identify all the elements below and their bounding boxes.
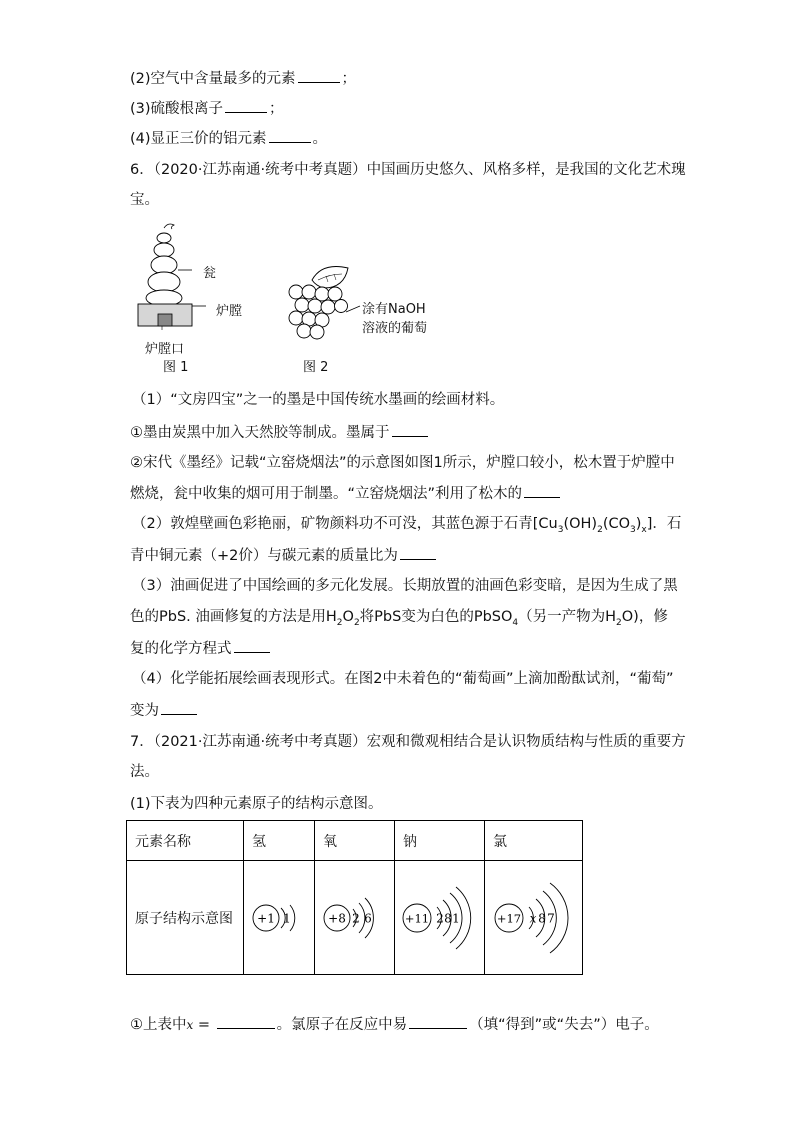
q5-item-4: (4)显正三价的铝元素 。: [130, 128, 327, 149]
answer-blank[interactable]: [161, 700, 197, 715]
atom-cell: [485, 861, 583, 975]
q6-part1: （1）“文房四宝”之一的墨是中国传统水墨画的绘画材料。: [132, 392, 505, 408]
q6-heading-cont: 宝。: [130, 192, 159, 208]
answer-blank[interactable]: [400, 545, 436, 560]
atom-shell-count: x: [529, 911, 537, 925]
figure2-caption: 图 2: [303, 360, 329, 375]
sodium-atom-diagram: [395, 880, 476, 956]
atom-shell-count: 1: [283, 911, 291, 925]
atom-cell: [315, 861, 395, 975]
atom-shell-count: 7: [547, 911, 555, 925]
atom-cell: [395, 861, 485, 975]
chlorine-atom-diagram: [485, 876, 574, 960]
answer-blank[interactable]: [298, 68, 340, 83]
q5-item-3: (3)硫酸根离子 ；: [130, 98, 284, 119]
atom-cell: [244, 861, 315, 975]
hydrogen-atom-diagram: [244, 883, 306, 953]
table-element-name: 钠: [395, 821, 485, 861]
q6-part3: （3）油画促进了中国绘画的多元化发展。长期放置的油画色彩变暗，是因为生成了黑: [132, 578, 678, 594]
atom-nucleus: +8: [328, 911, 346, 925]
q6-part4-cont: 变为: [130, 700, 199, 721]
atom-shell-count: 8: [444, 911, 452, 925]
q6-part4: （4）化学能拓展绘画表现形式。在图2中未着色的“葡萄画”上滴加酚酞试剂，“葡萄”: [132, 671, 674, 687]
table-row: [127, 861, 583, 975]
atom-nucleus: +11: [404, 911, 430, 925]
figure2-grape-diagram: [282, 262, 372, 352]
answer-blank[interactable]: [269, 128, 311, 143]
table-header-label: 元素名称: [127, 821, 244, 861]
element-structure-table: [126, 820, 583, 975]
q6-part1a: ①墨由炭黑中加入天然胶等制成。墨属于: [130, 422, 430, 443]
q6-part3-cont: 色的PbS. 油画修复的方法是用$H_2O_2$将PbS变为白色的PbSO$_4$（另一产物为$H_2O$)，修: [130, 609, 668, 628]
table-element-name: 氯: [485, 821, 583, 861]
answer-blank[interactable]: [409, 1014, 467, 1029]
variable-x: x: [186, 1018, 194, 1032]
figure1-label-lutangkou: 炉膛口: [145, 342, 185, 357]
figure1-label-lutang: 炉膛: [216, 304, 243, 319]
q6-part1b: ②宋代《墨经》记载“立窑烧烟法”的示意图如图1所示，炉膛口较小，松木置于炉膛中: [130, 455, 675, 471]
q7-part1: (1)下表为四种元素原子的结构示意图。: [130, 796, 383, 812]
q7-part1a: ①上表中x = 。氯原子在反应中易 （填“得到”或“失去”）电子。: [130, 1014, 659, 1035]
atom-shell-count: 6: [364, 911, 372, 925]
figure2-label-line2: 溶液的葡萄: [362, 321, 428, 336]
q7-heading-cont: 法。: [130, 764, 159, 780]
answer-blank[interactable]: [234, 638, 270, 653]
atom-nucleus: +17: [496, 911, 522, 925]
table-row: [127, 821, 583, 861]
q6-part1b-cont: 燃烧，瓮中收集的烟可用于制墨。“立窑烧烟法”利用了松木的: [130, 483, 562, 504]
q6-part2: （2）敦煌壁画色彩艳丽，矿物颜料功不可没，其蓝色源于石青$[Cu_3(OH)_2(CO_3)_x]$．石: [132, 516, 682, 535]
atom-nucleus: +1: [257, 911, 275, 925]
q6-heading: 6．（2020·江苏南通·统考中考真题）中国画历史悠久、风格多样，是我国的文化艺术瑰: [130, 162, 686, 178]
answer-blank[interactable]: [225, 98, 267, 113]
answer-blank[interactable]: [392, 422, 428, 437]
q5-item-2: (2)空气中含量最多的元素 ；: [130, 68, 356, 89]
atom-shell-count: 2: [352, 911, 360, 925]
answer-blank[interactable]: [217, 1014, 275, 1029]
atom-shell-count: 1: [452, 911, 460, 925]
answer-blank[interactable]: [524, 483, 560, 498]
q6-part2-cont: 青中铜元素（+2价）与碳元素的质量比为: [130, 545, 438, 566]
q7-heading: 7．（2021·江苏南通·统考中考真题）宏观和微观相结合是认识物质结构与性质的重要方: [130, 734, 686, 750]
atom-shell-count: 2: [436, 911, 444, 925]
table-element-name: 氧: [315, 821, 395, 861]
q6-part3-cont2: 复的化学方程式: [130, 638, 272, 659]
atom-shell-count: 8: [538, 911, 546, 925]
table-row-label: 原子结构示意图: [127, 861, 244, 975]
figure2-label-line1: 涂有NaOH: [362, 302, 426, 317]
figure1-caption: 图 1: [163, 360, 189, 375]
table-element-name: 氢: [244, 821, 315, 861]
oxygen-atom-diagram: [315, 883, 386, 953]
figure1-label-weng: 瓮: [203, 266, 217, 281]
